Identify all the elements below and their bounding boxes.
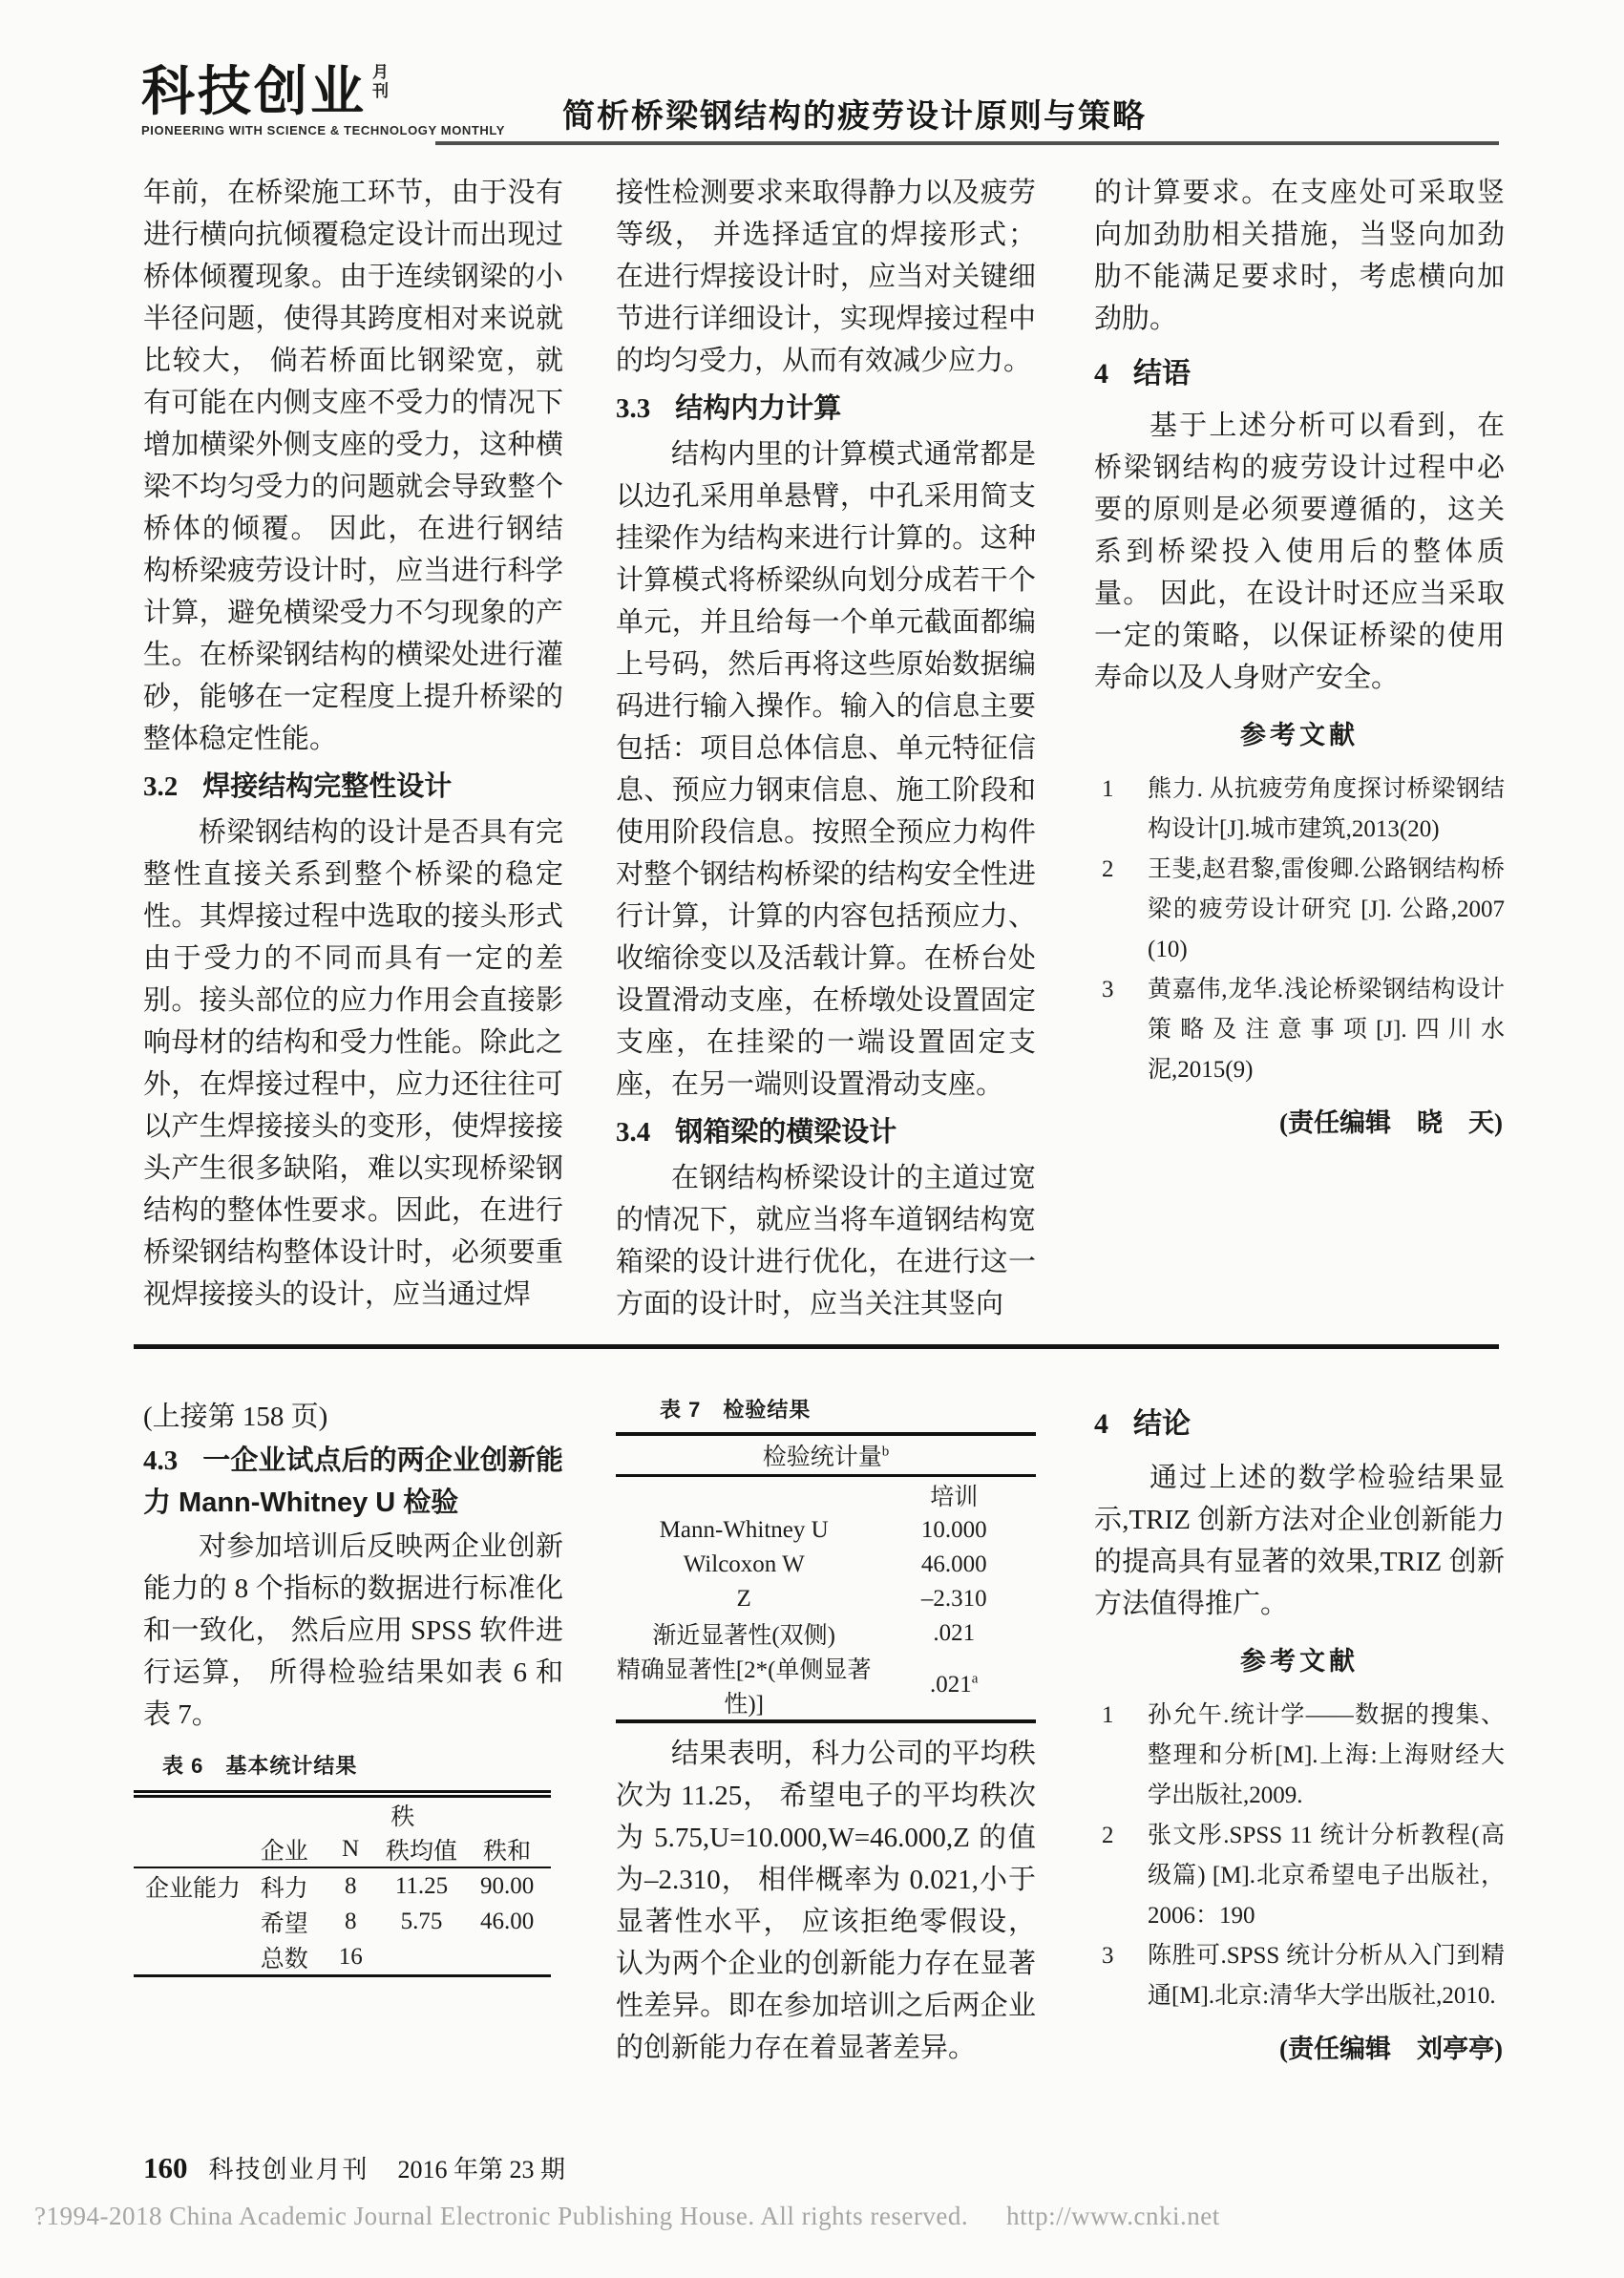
table-row [134,1939,551,1976]
table-row [134,1904,551,1939]
reference-number: 1 [1102,1702,1114,1728]
cnki-url: http://www.cnki.net [1006,2202,1220,2230]
reference-text: 熊力. 从抗疲劳角度探讨桥梁钢结构设计[J].城市建筑,2013(20) [1148,776,1505,842]
reference-text: 王斐,赵君黎,雷俊卿.公路钢结构桥梁的疲劳设计研究 [J]. 公路,2007 (10) [1148,856,1505,962]
table6-empty-cell [134,1794,255,1832]
section-number: 3.4 [616,1117,651,1148]
section-number: 4.3 [143,1445,179,1476]
table-cell: 总数 [260,1946,308,1972]
article-column-2 [616,172,1036,1325]
reference-item [1094,1696,1505,1816]
reference-number: 1 [1102,776,1114,802]
table6-column-header-row [134,1832,551,1867]
header-rule [435,141,1499,145]
reference-item [1094,850,1505,970]
table-cell: 11.25 [394,1872,449,1899]
table-cell: 46.00 [479,1908,535,1934]
footer-journal-name: 科技创业月刊 [208,2156,369,2183]
table-cell: 希望 [260,1910,308,1937]
reference-number: 2 [1102,1823,1114,1848]
reference-text: 黄嘉伟,龙华.浅论桥梁钢结构设计策略及注意事项[J].四川水泥,2015(9) [1148,977,1505,1083]
copyright-line [34,2202,1220,2231]
table-row [616,1548,1036,1582]
second-article-column-1 [143,1396,563,1736]
table-cell [463,1939,551,1976]
page-footer [143,2150,565,2185]
journal-logo-text: 科技创业 [141,61,367,121]
table7-title [616,1434,1036,1476]
section-title: 结论 [1133,1408,1191,1440]
journal-logo-monthly [372,63,389,101]
paragraph: 通过上述的数学检验结果显示,TRIZ 创新方法对企业创新能力的提高具有显著的效果,TRIZ 创新方法值得推广。 [1094,1463,1505,1619]
table7-stat-value-text: .021 [929,1672,972,1698]
reference-text: 张文彤.SPSS 11 统计分析教程(高级篇) [M].北京希望电子出版社， 2006：190 [1148,1823,1505,1929]
table7-stat-label: Mann-Whitney U [659,1517,829,1543]
table6-empty-cell [134,1832,255,1867]
table6-empty-cell [134,1939,255,1976]
table-row [616,1513,1036,1548]
second-article-column-2 [616,1733,1036,2069]
references-title: 参考文献 [1240,1647,1359,1676]
table-cell: 8 [344,1908,357,1934]
table7-stat-value: .021 [933,1620,976,1646]
table7-caption: 表 7 检验结果 [660,1398,812,1422]
section-heading-3-4 [616,1111,1036,1153]
table-basic-statistics [134,1790,551,1977]
table6-col-header: 秩和 [463,1832,551,1867]
editor-note: (责任编辑 晓 天) [1279,1108,1503,1137]
logo-monthly-char-top: 月 [372,63,389,81]
table7-title-footnote-mark: b [881,1444,890,1460]
table-cell: 5.75 [400,1908,443,1934]
section-number: 4 [1094,358,1108,390]
reference-text: 陈胜可.SPSS 统计分析从入门到精通[M].北京:清华大学出版社,2010. [1148,1943,1505,2009]
table7-value-header: 培训 [930,1485,979,1510]
copyright-text: ?1994-2018 China Academic Journal Electronic Publishing House. All rights reserved. [34,2202,969,2230]
reference-item [1094,1936,1505,2016]
table7-stat-label: 精确显著性[2*(单侧显著性)] [616,1657,872,1718]
table7-stat-label: Z [736,1586,751,1612]
section-title: 结语 [1133,358,1191,390]
logo-monthly-char-bottom: 刊 [372,82,389,100]
paragraph: 年前，在桥梁施工环节，由于没有进行横向抗倾覆稳定设计而出现过桥体倾覆现象。由于连续钢梁的小半径问题，使得其跨度相对来说就比较大， 倘若桥面比钢梁宽，就有可能在内侧支座不受力的情况下增加横梁外侧支座的受力，这种横梁不均匀受力的问题就会导致整个桥体的倾覆。 因此，在进行钢结构桥梁疲劳设计时，应当进行科学计算，避免横梁受力不匀现象的产生。在桥梁钢结构的横梁处进行灌砂，能够在一定程度上提升桥梁的整体稳定性能。 [143,178,563,754]
article-column-3 [1094,172,1505,1144]
table6-empty-cell [134,1904,255,1939]
table7-stat-value [872,1651,1036,1721]
paragraph: 的计算要求。在支座处可采取竖向加劲肋相关措施，当竖向加劲肋不能满足要求时，考虑横向加劲肋。 [1094,178,1505,334]
table7-value-footnote-mark: a [971,1671,979,1687]
table7-stat-value: 46.000 [920,1551,987,1577]
section-heading-4-conclusion [1094,1403,1505,1445]
table6-col-header: 企业 [255,1832,322,1867]
table-row [616,1582,1036,1616]
section-title: 一企业试点后的两企业创新能力 Mann-Whitney U 检验 [143,1445,563,1518]
table-cell: 90.00 [479,1872,535,1899]
section-title: 结构内力计算 [675,393,842,424]
table6-group-header-row [134,1794,551,1832]
section-number: 3.2 [143,771,179,802]
table-test-statistics [616,1432,1036,1723]
table6-group-header: 秩 [390,1804,415,1830]
paragraph: 结构内里的计算模式通常都是以边孔采用单悬臂，中孔采用简支挂梁作为结构来进行计算的。这种计算模式将桥梁纵向划分成若干个单元，并且给每一个单元截面都编上号码，然后再将这些原始数据编码进行输入操作。输入的信息主要包括：项目总体信息、单元特征信息、预应力钢束信息、施工阶段和使用阶段信息。按照全预应力构件对整个钢结构桥梁的结构安全性进行计算，计算的内容包括预应力、收缩徐变以及活载计算。在桥台处设置滑动支座，在桥墩处设置固定支座，在挂梁的一端设置固定支座，在另一端则设置滑动支座。 [616,439,1036,1100]
table7-value-header-row [616,1476,1036,1514]
table7-stat-label: Wilcoxon W [683,1551,805,1577]
continued-from-note: (上接第 158 页) [143,1402,328,1432]
article-column-1 [143,172,563,1316]
table7-title-row [616,1434,1036,1476]
table-cell: 8 [344,1872,357,1899]
section-heading-4-3 [143,1440,563,1524]
table7-stat-label: 渐近显著性(双侧) [652,1623,836,1649]
second-article-column-3 [1094,1403,1505,2070]
paragraph: 基于上述分析可以看到，在桥梁钢结构的疲劳设计过程中必要的原则是必须要遵循的，这关系到桥梁投入使用后的整体质量。 因此，在设计时还应当采取一定的策略，以保证桥梁的使用寿命以及人身财产安全。 [1094,411,1505,693]
section-number: 4 [1094,1408,1108,1440]
table6-col-header: N [322,1832,380,1867]
reference-item [1094,970,1505,1090]
section-title: 焊接结构完整性设计 [202,771,453,802]
page-number: 160 [143,2151,188,2184]
table-cell: 科力 [260,1875,308,1902]
table6-caption: 表 6 基本统计结果 [162,1754,358,1778]
table-cell [380,1939,463,1976]
section-heading-4 [1094,353,1505,395]
section-heading-3-3 [616,388,1036,430]
editor-note: (责任编辑 刘亭亭) [1279,2035,1503,2063]
footer-issue: 2016 年第 23 期 [397,2156,566,2183]
article-divider-rule [134,1344,1499,1349]
table6-row-label: 企业能力 [145,1875,242,1902]
table7-stat-value: –2.310 [920,1586,987,1612]
section-title: 钢箱梁的横梁设计 [675,1117,897,1148]
paragraph: 桥梁钢结构的设计是否具有完整性直接关系到整个桥梁的稳定性。其焊接过程中选取的接头形式由于受力的不同而具有一定的差别。接头部位的应力作用会直接影响母材的结构和受力性能。除此之外，在焊接过程中，应力还往往可以产生焊接接头的变形，使焊接接头产生很多缺陷，难以实现桥梁钢结构的整体性要求。因此，在进行桥梁钢结构整体设计时，必须要重视焊接接头的设计，应当通过焊 [143,817,563,1310]
paragraph: 接性检测要求来取得静力以及疲劳等级， 并选择适宜的焊接形式；在进行焊接设计时，应当对关键细节进行详细设计，实现焊接过程中的均匀受力，从而有效减少应力。 [616,178,1036,376]
reference-item [1094,770,1505,850]
paragraph: 在钢结构桥梁设计的主道过宽的情况下，就应当将车道钢结构宽箱梁的设计进行优化，在进行这一方面的设计时，应当关注其竖向 [616,1163,1036,1319]
paragraph: 结果表明，科力公司的平均秩次为 11.25， 希望电子的平均秩次为 5.75,U=10.000,W=46.000,Z 的值为–2.310， 相伴概率为 0.021,小于显著性水平， 应该拒绝零假设，认为两个企业的创新能力存在显著性差异。即在参加培训之后两企业的创新能力存在着显著差异。 [616,1739,1036,2063]
reference-number: 3 [1102,977,1114,1002]
reference-item [1094,1816,1505,1936]
table6-col-header: 秩均值 [380,1832,463,1867]
reference-number: 2 [1102,856,1114,882]
table7-empty-cell [616,1476,872,1514]
journal-logo [141,63,505,137]
section-number: 3.3 [616,393,651,424]
paragraph: 对参加培训后反映两企业创新能力的 8 个指标的数据进行标准化和一致化， 然后应用 SPSS 软件进行运算， 所得检验结果如表 6 和表 7。 [143,1531,563,1730]
table-cell: 16 [338,1943,363,1970]
page-title: 简析桥梁钢结构的疲劳设计原则与策略 [562,98,1147,135]
table-row [616,1616,1036,1651]
journal-tagline: PIONEERING WITH SCIENCE & TECHNOLOGY MONTHLY [141,123,506,137]
table-row [134,1867,551,1904]
reference-text: 孙允午.统计学——数据的搜集、整理和分析[M].上海:上海财经大学出版社,2009. [1148,1702,1505,1808]
table7-stat-value: 10.000 [920,1517,987,1543]
table7-title-text: 检验统计量 [762,1445,882,1470]
table-row [616,1651,1036,1721]
references-title: 参考文献 [1240,721,1359,749]
section-heading-3-2 [143,766,563,808]
reference-number: 3 [1102,1943,1114,1969]
